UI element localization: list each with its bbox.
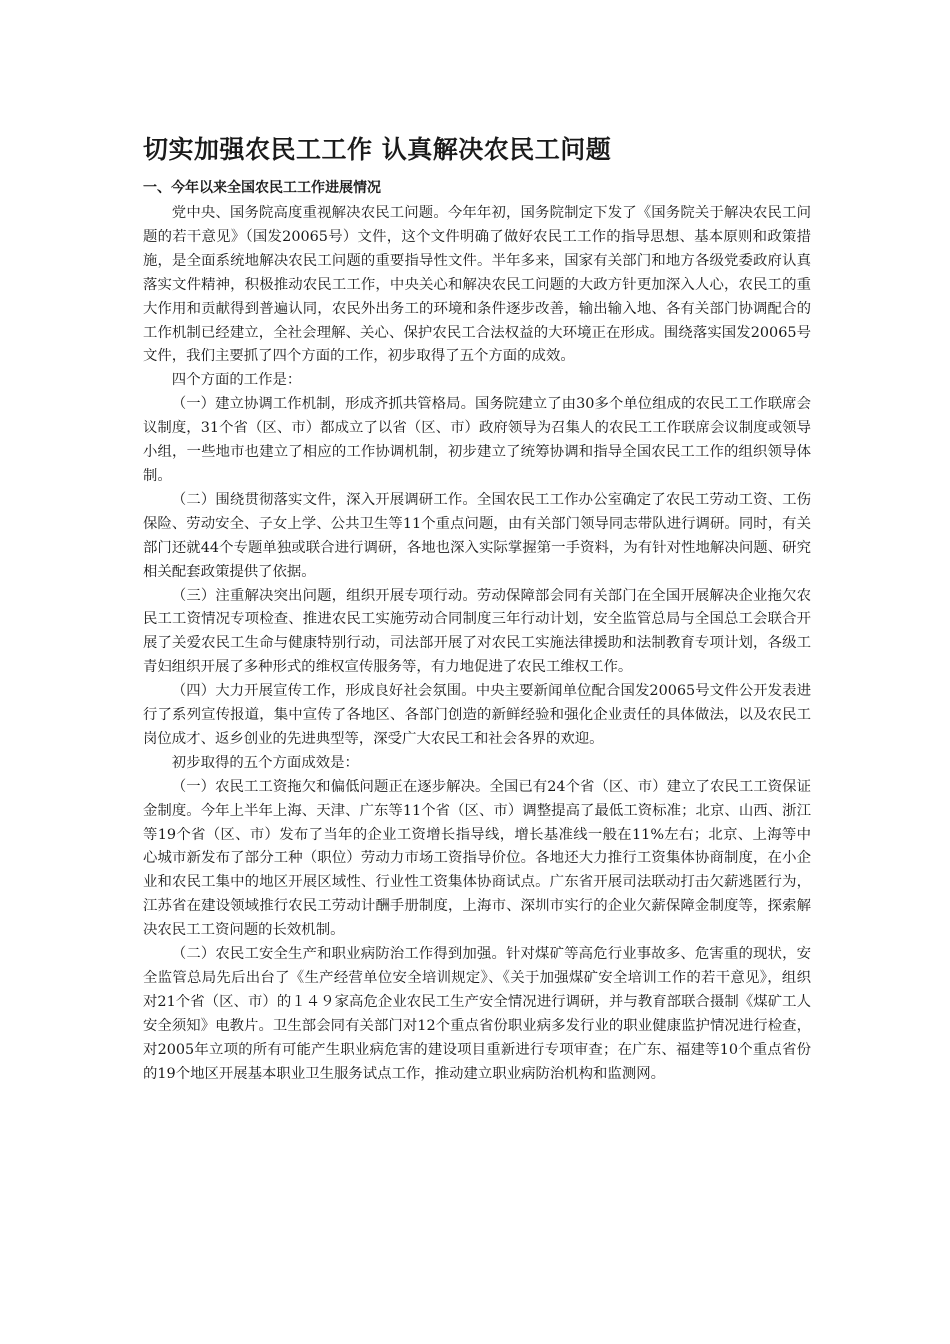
section-heading: 一、今年以来全国农民工工作进展情况 (143, 180, 381, 196)
paragraph-result-2: （二）农民工安全生产和职业病防治工作得到加强。针对煤矿等高危行业事故多、危害重的现状，安全监管总局先后出台了《生产经营单位安全培训规定》、《关于加强煤矿安全培训工作的若干意见》，组织对21个省（区、市）的１４９家高危企业农民工生产安全情况进行调研，并与教育部联合摄制《煤矿工人安全须知》电教片。卫生部会同有关部门对12个重点省份职业病多发行业的职业健康监护情况进行检查，对2005年立项的所有可能产生职业病危害的建设项目重新进行专项审查；在广东、福建等10个重点省份的19个地区开展基本职业卫生服务试点工作，推动建立职业病防治机构和监测网。 (143, 946, 811, 1082)
paragraph-task-1: （一）建立协调工作机制，形成齐抓共管格局。国务院建立了由30多个单位组成的农民工工作联席会议制度，31个省（区、市）都成立了以省（区、市）政府领导为召集人的农民工工作联席会议制度或领导小组，一些地市也建立了相应的工作协调机制，初步建立了统筹协调和指导全国农民工工作的组织领导体制。 (143, 396, 811, 484)
paragraph-five-results-lead: 初步取得的五个方面成效是： (171, 754, 359, 771)
paragraph-task-4: （四）大力开展宣传工作，形成良好社会氛围。中央主要新闻单位配合国发20065号文件公开发表进行了系列宣传报道，集中宣传了各地区、各部门创造的新鲜经验和强化企业责任的具体做法，以及农民工岗位成才、返乡创业的先进典型等，深受广大农民工和社会各界的欢迎。 (143, 683, 811, 747)
document-body (143, 202, 811, 1087)
paragraph-result-1: （一）农民工工资拖欠和偏低问题正在逐步解决。全国已有24个省（区、市）建立了农民工工资保证金制度。今年上半年上海、天津、广东等11个省（区、市）调整提高了最低工资标准；北京、山西、浙江等19个省（区、市）发布了当年的企业工资增长指导线，增长基准线一般在11%左右；北京、上海等中心城市新发布了部分工种（职位）劳动力市场工资指导价位。各地还大力推行工资集体协商制度，在小企业和农民工集中的地区开展区域性、行业性工资集体协商试点。广东省开展司法联动打击欠薪逃匿行为，江苏省在建设领域推行农民工劳动计酬手册制度，上海市、深圳市实行的企业欠薪保障金制度等，探索解决农民工工资问题的长效机制。 (143, 778, 811, 939)
document-page (143, 130, 811, 1087)
paragraph-task-2: （二）围绕贯彻落实文件，深入开展调研工作。全国农民工工作办公室确定了农民工劳动工资、工伤保险、劳动安全、子女上学、公共卫生等11个重点问题，由有关部门领导同志带队进行调研。同时，有关部门还就44个专题单独或联合进行调研，各地也深入实际掌握第一手资料，为有针对性地解决问题、研究相关配套政策提供了依据。 (143, 491, 811, 580)
paragraph-intro: 党中央、国务院高度重视解决农民工问题。今年年初，国务院制定下发了《国务院关于解决农民工问题的若干意见》（国发20065号）文件，这个文件明确了做好农民工工作的指导思想、基本原则和政策措施，是全面系统地解决农民工问题的重要指导性文件。半年多来，国家有关部门和地方各级党委政府认真落实文件精神，积极推动农民工工作，中央关心和解决农民工问题的大政方针更加深入人心，农民工的重大作用和贡献得到普遍认同，农民外出务工的环境和条件逐步改善，输出输入地、各有关部门协调配合的工作机制已经建立，全社会理解、关心、保护农民工合法权益的大环境正在形成。围绕落实国发20065号文件，我们主要抓了四个方面的工作，初步取得了五个方面的成效。 (143, 205, 811, 365)
paragraph-task-3: （三）注重解决突出问题，组织开展专项行动。劳动保障部会同有关部门在全国开展解决企业拖欠农民工工资情况专项检查、推进农民工实施劳动合同制度三年行动计划，安全监管总局与全国总工会联合开展了关爱农民工生命与健康特别行动，司法部开展了对农民工实施法律援助和法制教育专项计划，各级工青妇组织开展了多种形式的维权宣传服务等，有力地促进了农民工维权工作。 (143, 587, 811, 676)
document-title: 切实加强农民工工作 认真解决农民工问题 (143, 135, 612, 164)
paragraph-four-tasks-lead: 四个方面的工作是： (171, 372, 302, 389)
